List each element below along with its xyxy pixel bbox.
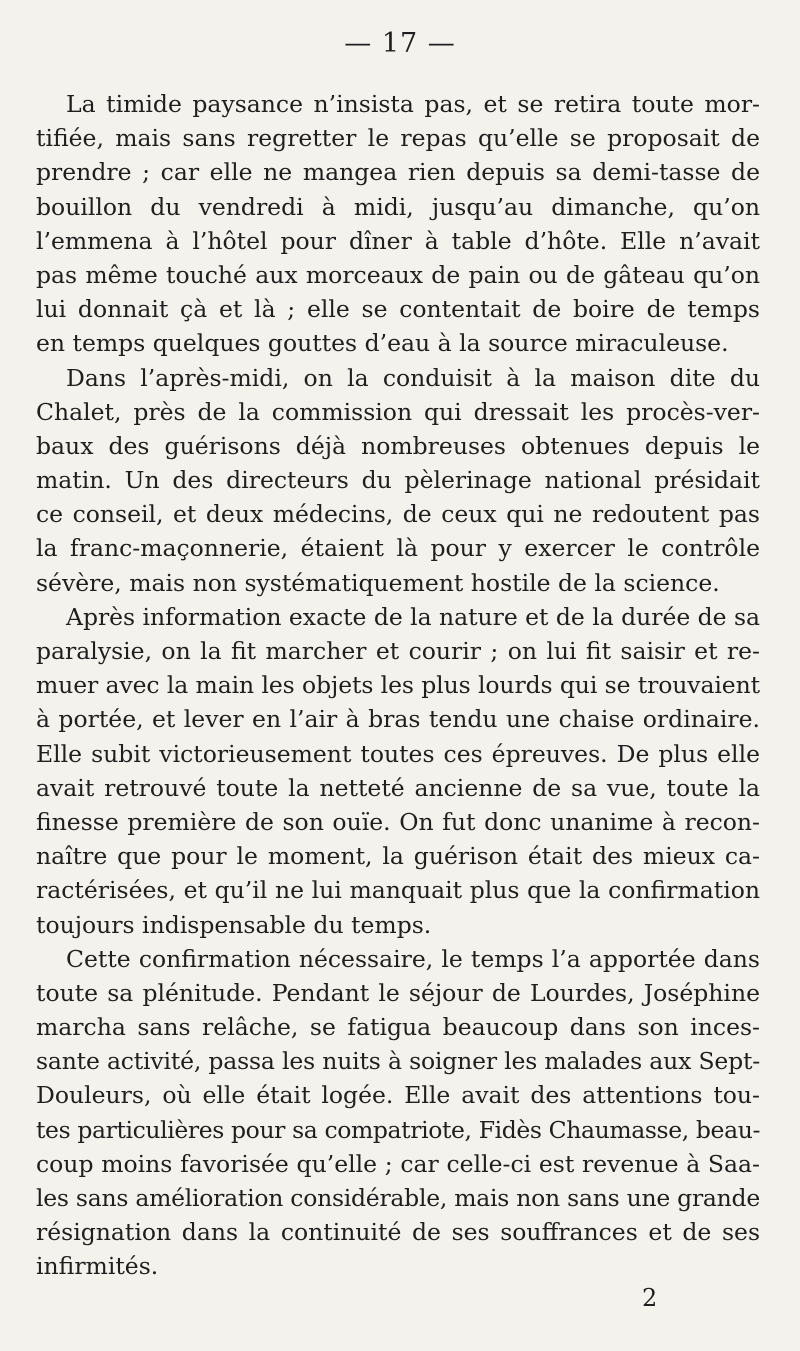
text-line: sévère, mais non systématiquement hostile de la science. xyxy=(36,568,720,597)
text-line: toujours indispensable du temps. xyxy=(36,910,432,939)
text-line: ce conseil, et deux médecins, de ceux qui ne redoutent pas xyxy=(36,500,760,529)
text-line: résignation dans la continuité de ses souffrances et de ses xyxy=(36,1218,760,1247)
text-line: La timide paysance n’insista pas, et se retira toute mor- xyxy=(66,90,760,118)
text-line: prendre ; car elle ne mangea rien depuis sa demi-tasse de xyxy=(36,158,760,187)
text-line: Elle subit victorieusement toutes ces épreuves. De plus elle xyxy=(36,739,760,768)
text-line: la franc-maçonnerie, étaient là pour y exercer le contrôle xyxy=(36,534,760,563)
text-line: coup moins favorisée qu’elle ; car celle-ci est revenue à Saa- xyxy=(36,1149,760,1178)
text-line: tes particulières pour sa compatriote, Fidès Chaumasse, beau- xyxy=(36,1115,760,1144)
text-line: ractérisées, et qu’il ne lui manquait plus que la confirmation xyxy=(36,876,760,905)
page-number: — 17 — xyxy=(344,28,456,59)
text-line: matin. Un des directeurs du pèlerinage national présidait xyxy=(36,466,760,495)
text-line: sante activité, passa les nuits à soigner les malades aux Sept- xyxy=(36,1047,760,1076)
text-line: marcha sans relâche, se fatigua beaucoup dans son inces- xyxy=(36,1013,760,1042)
text-line: Cette confirmation nécessaire, le temps l’a apportée dans xyxy=(66,944,760,973)
paragraph xyxy=(36,87,760,361)
text-line: muer avec la main les objets les plus lourds qui se trouvaient xyxy=(36,671,760,700)
text-line: bouillon du vendredi à midi, jusqu’au dimanche, qu’on xyxy=(36,192,760,221)
text-line: tifiée, mais sans regretter le repas qu’elle se proposait de xyxy=(36,124,760,153)
text-line: naître que pour le moment, la guérison était des mieux ca- xyxy=(36,842,760,871)
text-line: avait retrouvé toute la netteté ancienne de sa vue, toute la xyxy=(36,773,760,802)
text-line: Chalet, près de la commission qui dressait les procès-ver- xyxy=(36,397,760,426)
paragraph xyxy=(36,600,760,942)
text-line: en temps quelques gouttes d’eau à la source miraculeuse. xyxy=(36,329,729,358)
text-line: Douleurs, où elle était logée. Elle avait des attentions tou- xyxy=(36,1081,760,1110)
text-line: toute sa plénitude. Pendant le séjour de Lourdes, Joséphine xyxy=(36,978,760,1007)
paragraph xyxy=(36,361,760,600)
signature-mark: 2 xyxy=(642,1284,658,1312)
text-line: finesse première de son ouïe. On fut donc unanime à recon- xyxy=(36,807,760,836)
text-line: lui donnait çà et là ; elle se contentait de boire de temps xyxy=(36,295,760,324)
text-line: Après information exacte de la nature et de la durée de sa xyxy=(66,602,760,631)
text-line: les sans amélioration considérable, mais non sans une grande xyxy=(36,1184,760,1212)
text-line: paralysie, on la fit marcher et courir ; on lui fit saisir et re- xyxy=(36,637,760,665)
text-line: infirmités. xyxy=(36,1252,159,1281)
body-text xyxy=(36,87,760,1284)
text-line: pas même touché aux morceaux de pain ou de gâteau qu’on xyxy=(36,260,760,289)
text-line: Dans l’après-midi, on la conduisit à la maison dite du xyxy=(66,363,760,392)
text-line: l’emmena à l’hôtel pour dîner à table d’hôte. Elle n’avait xyxy=(36,226,760,255)
paragraph xyxy=(36,942,760,1284)
text-line: à portée, et lever en l’air à bras tendu une chaise ordinaire. xyxy=(36,705,760,734)
text-line: baux des guérisons déjà nombreuses obtenues depuis le xyxy=(36,431,760,460)
